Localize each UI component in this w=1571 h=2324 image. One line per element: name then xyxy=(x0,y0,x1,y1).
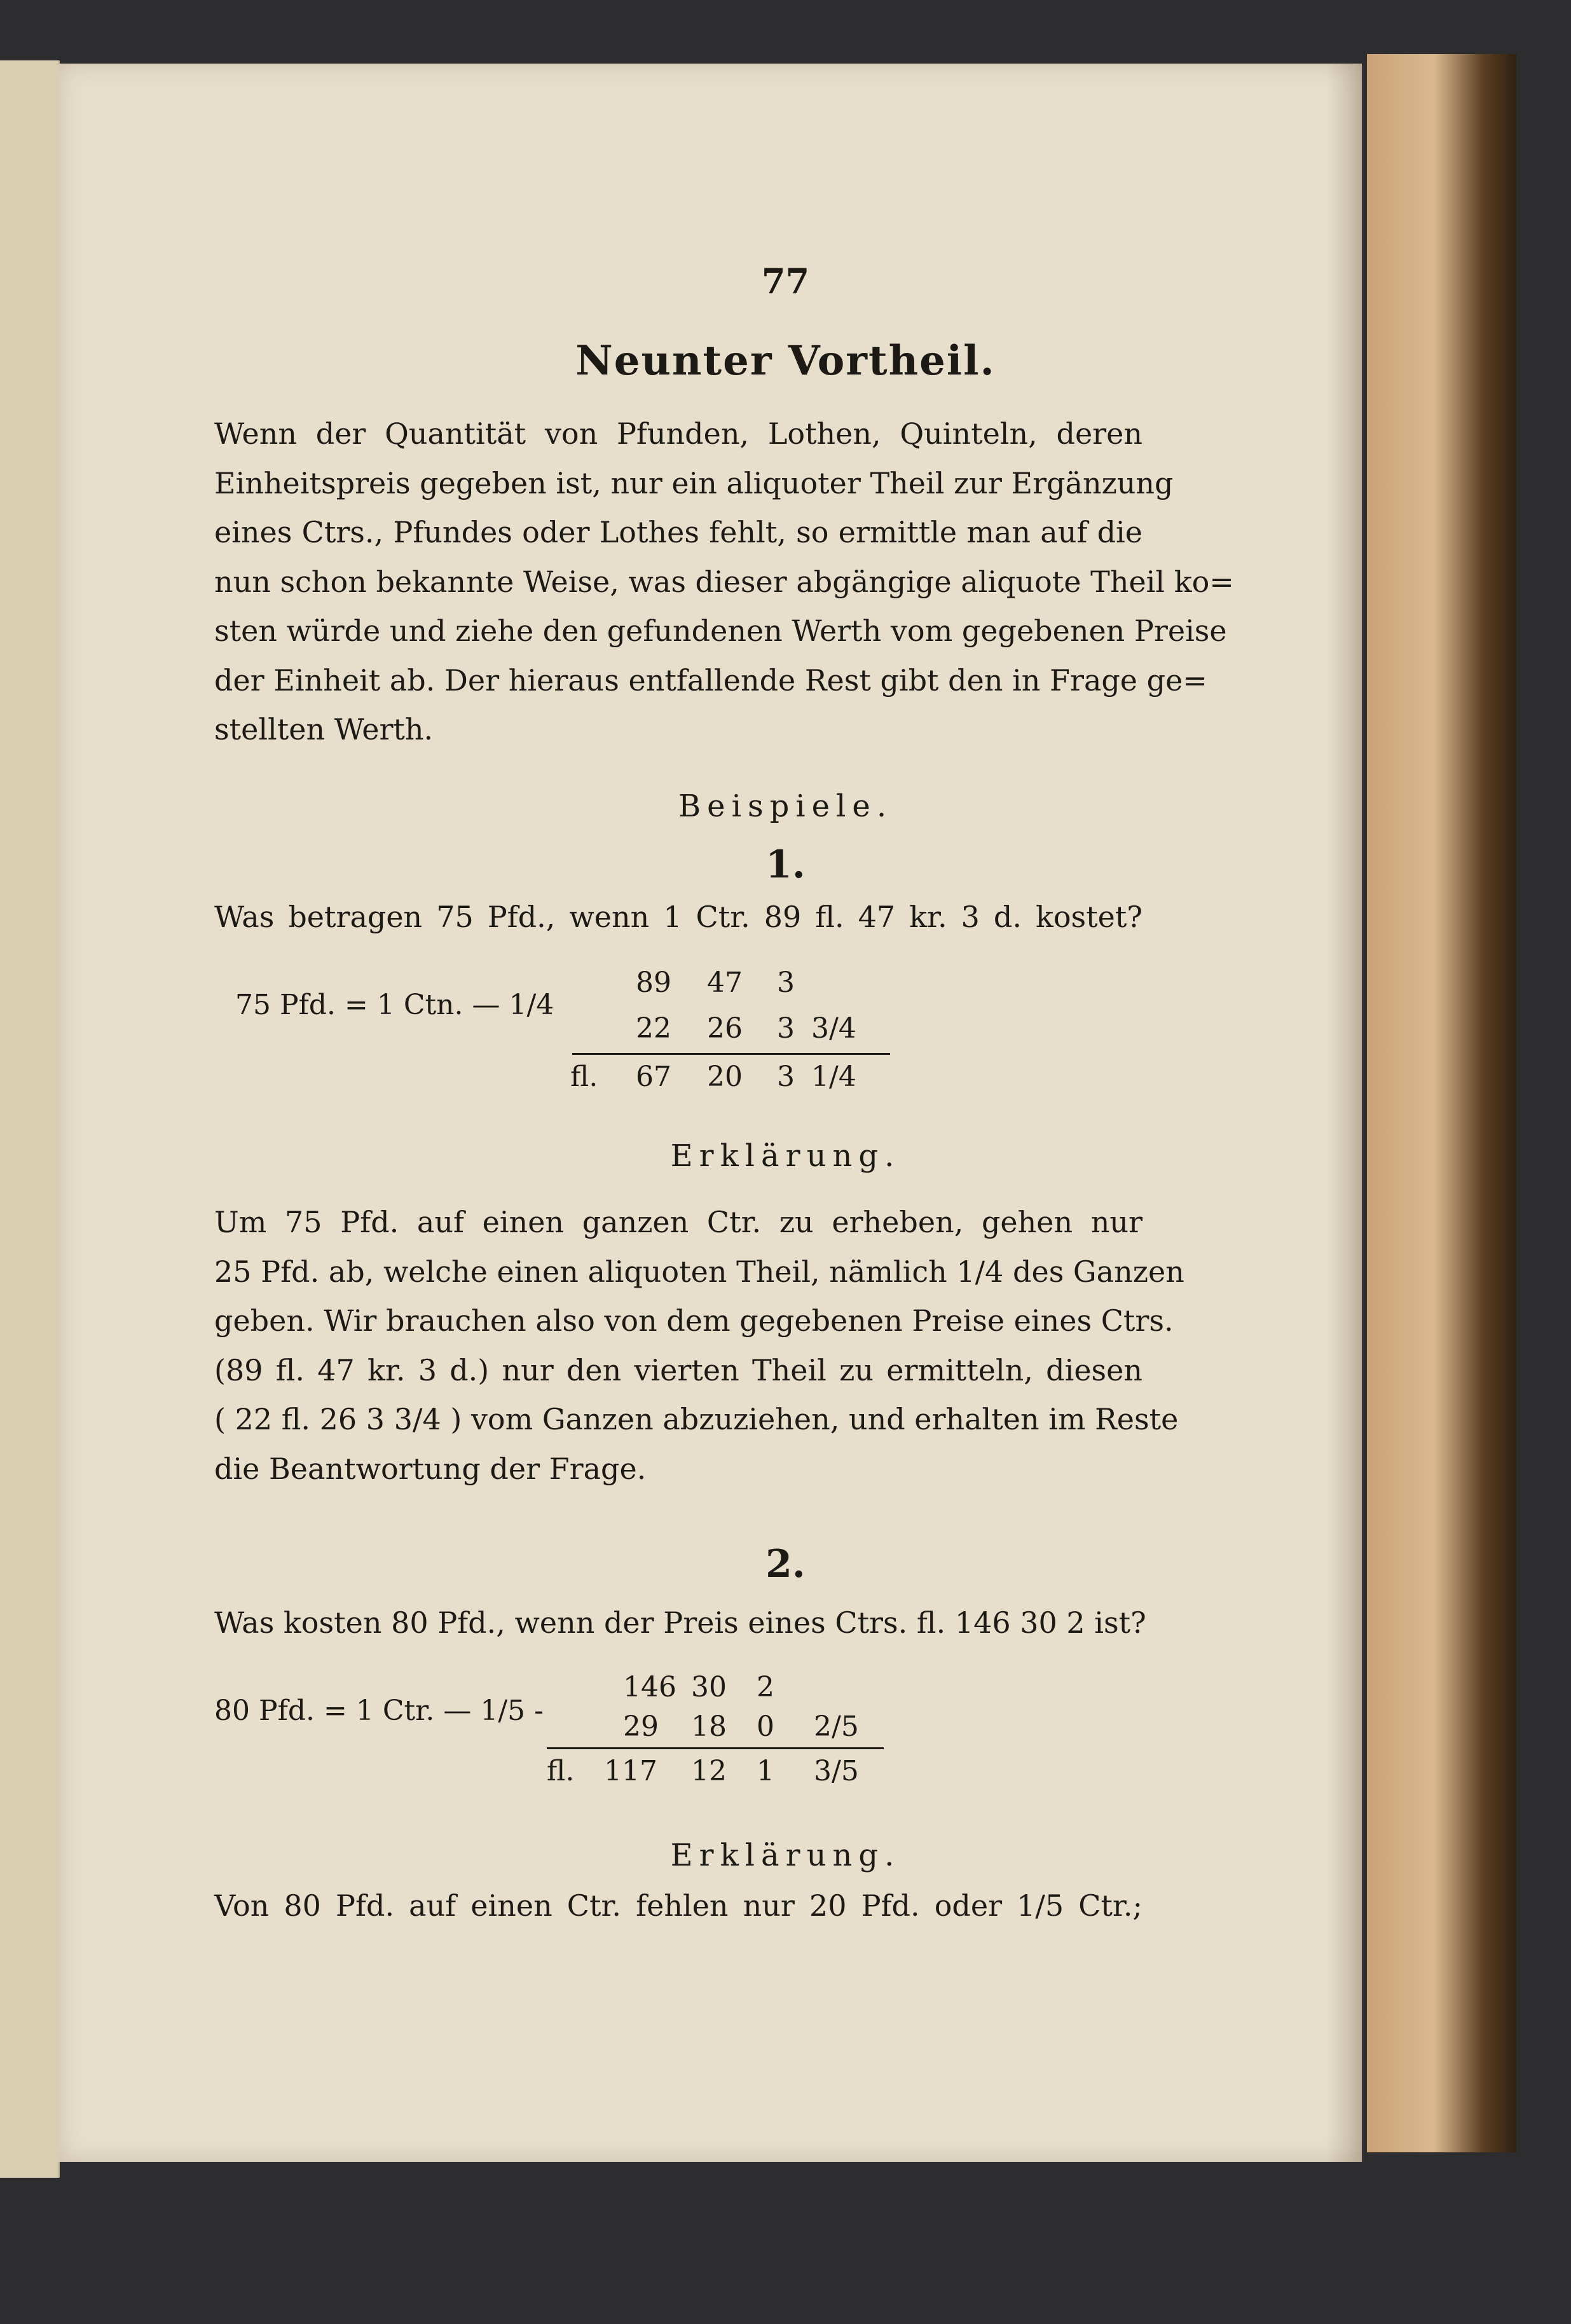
examples-heading: Beispiele. xyxy=(678,788,893,824)
intro-line: nun schon bekannte Weise, was dieser abgängige aliquote Theil ko= xyxy=(214,565,1234,599)
sum-rule xyxy=(572,1053,890,1055)
calc-value: 22 xyxy=(636,1012,671,1045)
explanation-line: 25 Pfd. ab, welche einen aliquoten Theil, nämlich 1/4 des Ganzen xyxy=(214,1255,1184,1289)
calc-value: 3/5 xyxy=(814,1755,859,1787)
explanation-line: geben. Wir brauchen also von dem gegebenen Preise eines Ctrs. xyxy=(214,1303,1174,1338)
sum-rule xyxy=(547,1747,884,1749)
section-heading: Neunter Vortheil. xyxy=(575,337,996,385)
explanation-heading: Erklärung. xyxy=(670,1138,901,1174)
calc-value: 3/4 xyxy=(811,1012,856,1045)
explanation-line: ( 22 fl. 26 3 3/4 ) vom Ganzen abzuziehen, und erhalten im Reste xyxy=(214,1402,1179,1436)
explanation-heading: Erklärung. xyxy=(670,1838,901,1873)
calc-value: 3 xyxy=(777,1012,795,1045)
calc-value: 29 xyxy=(623,1710,659,1743)
calc-value: 1 xyxy=(757,1755,774,1787)
calc-value: 12 xyxy=(691,1755,727,1787)
calc-value: 89 xyxy=(636,966,671,999)
calc-currency: fl. xyxy=(570,1061,598,1093)
page-number: 77 xyxy=(761,261,810,301)
intro-line: sten würde und ziehe den gefundenen Werth vom gegebenen Preise xyxy=(214,614,1227,648)
calc-value: 0 xyxy=(757,1710,774,1743)
intro-line: Wenn der Quantität von Pfunden, Lothen, Quinteln, deren xyxy=(214,416,1142,451)
intro-line: Einheitspreis gegeben ist, nur ein aliquoter Theil zur Ergänzung xyxy=(214,466,1174,500)
example-number: 1. xyxy=(765,842,806,887)
calc-value: 2/5 xyxy=(814,1710,859,1743)
calc-value: 47 xyxy=(707,966,743,999)
intro-line: der Einheit ab. Der hieraus entfallende Rest gibt den in Frage ge= xyxy=(214,663,1207,698)
calc-left-label: 75 Pfd. = 1 Ctn. — 1/4 xyxy=(235,989,554,1021)
intro-line: eines Ctrs., Pfundes oder Lothes fehlt, so ermittle man auf die xyxy=(214,515,1142,549)
example-question: Was kosten 80 Pfd., wenn der Preis eines Ctrs. fl. 146 30 2 ist? xyxy=(214,1605,1146,1640)
calc-currency: fl. xyxy=(547,1755,575,1787)
calc-left-label: 80 Pfd. = 1 Ctr. — 1/5 - xyxy=(214,1695,544,1727)
example-number: 2. xyxy=(765,1542,806,1586)
calc-value: 117 xyxy=(604,1755,657,1787)
calc-value: 3 xyxy=(777,966,795,999)
explanation-line: Um 75 Pfd. auf einen ganzen Ctr. zu erheben, gehen nur xyxy=(214,1205,1142,1239)
intro-line: stellten Werth. xyxy=(214,712,434,746)
calc-value: 20 xyxy=(707,1061,743,1093)
explanation-line: die Beantwortung der Frage. xyxy=(214,1452,647,1486)
calc-value: 2 xyxy=(757,1671,774,1703)
calc-value: 1/4 xyxy=(811,1061,856,1093)
calc-value: 3 xyxy=(777,1061,795,1093)
calc-value: 67 xyxy=(636,1061,671,1093)
example-question: Was betragen 75 Pfd., wenn 1 Ctr. 89 fl. 47 kr. 3 d. kostet? xyxy=(214,900,1142,934)
calc-value: 26 xyxy=(707,1012,743,1045)
explanation-line: (89 fl. 47 kr. 3 d.) nur den vierten Theil zu ermitteln, diesen xyxy=(214,1353,1142,1387)
calc-value: 146 xyxy=(623,1671,676,1703)
calc-value: 18 xyxy=(691,1710,727,1743)
explanation-line: Von 80 Pfd. auf einen Ctr. fehlen nur 20 Pfd. oder 1/5 Ctr.; xyxy=(214,1888,1142,1923)
calc-value: 30 xyxy=(691,1671,727,1703)
